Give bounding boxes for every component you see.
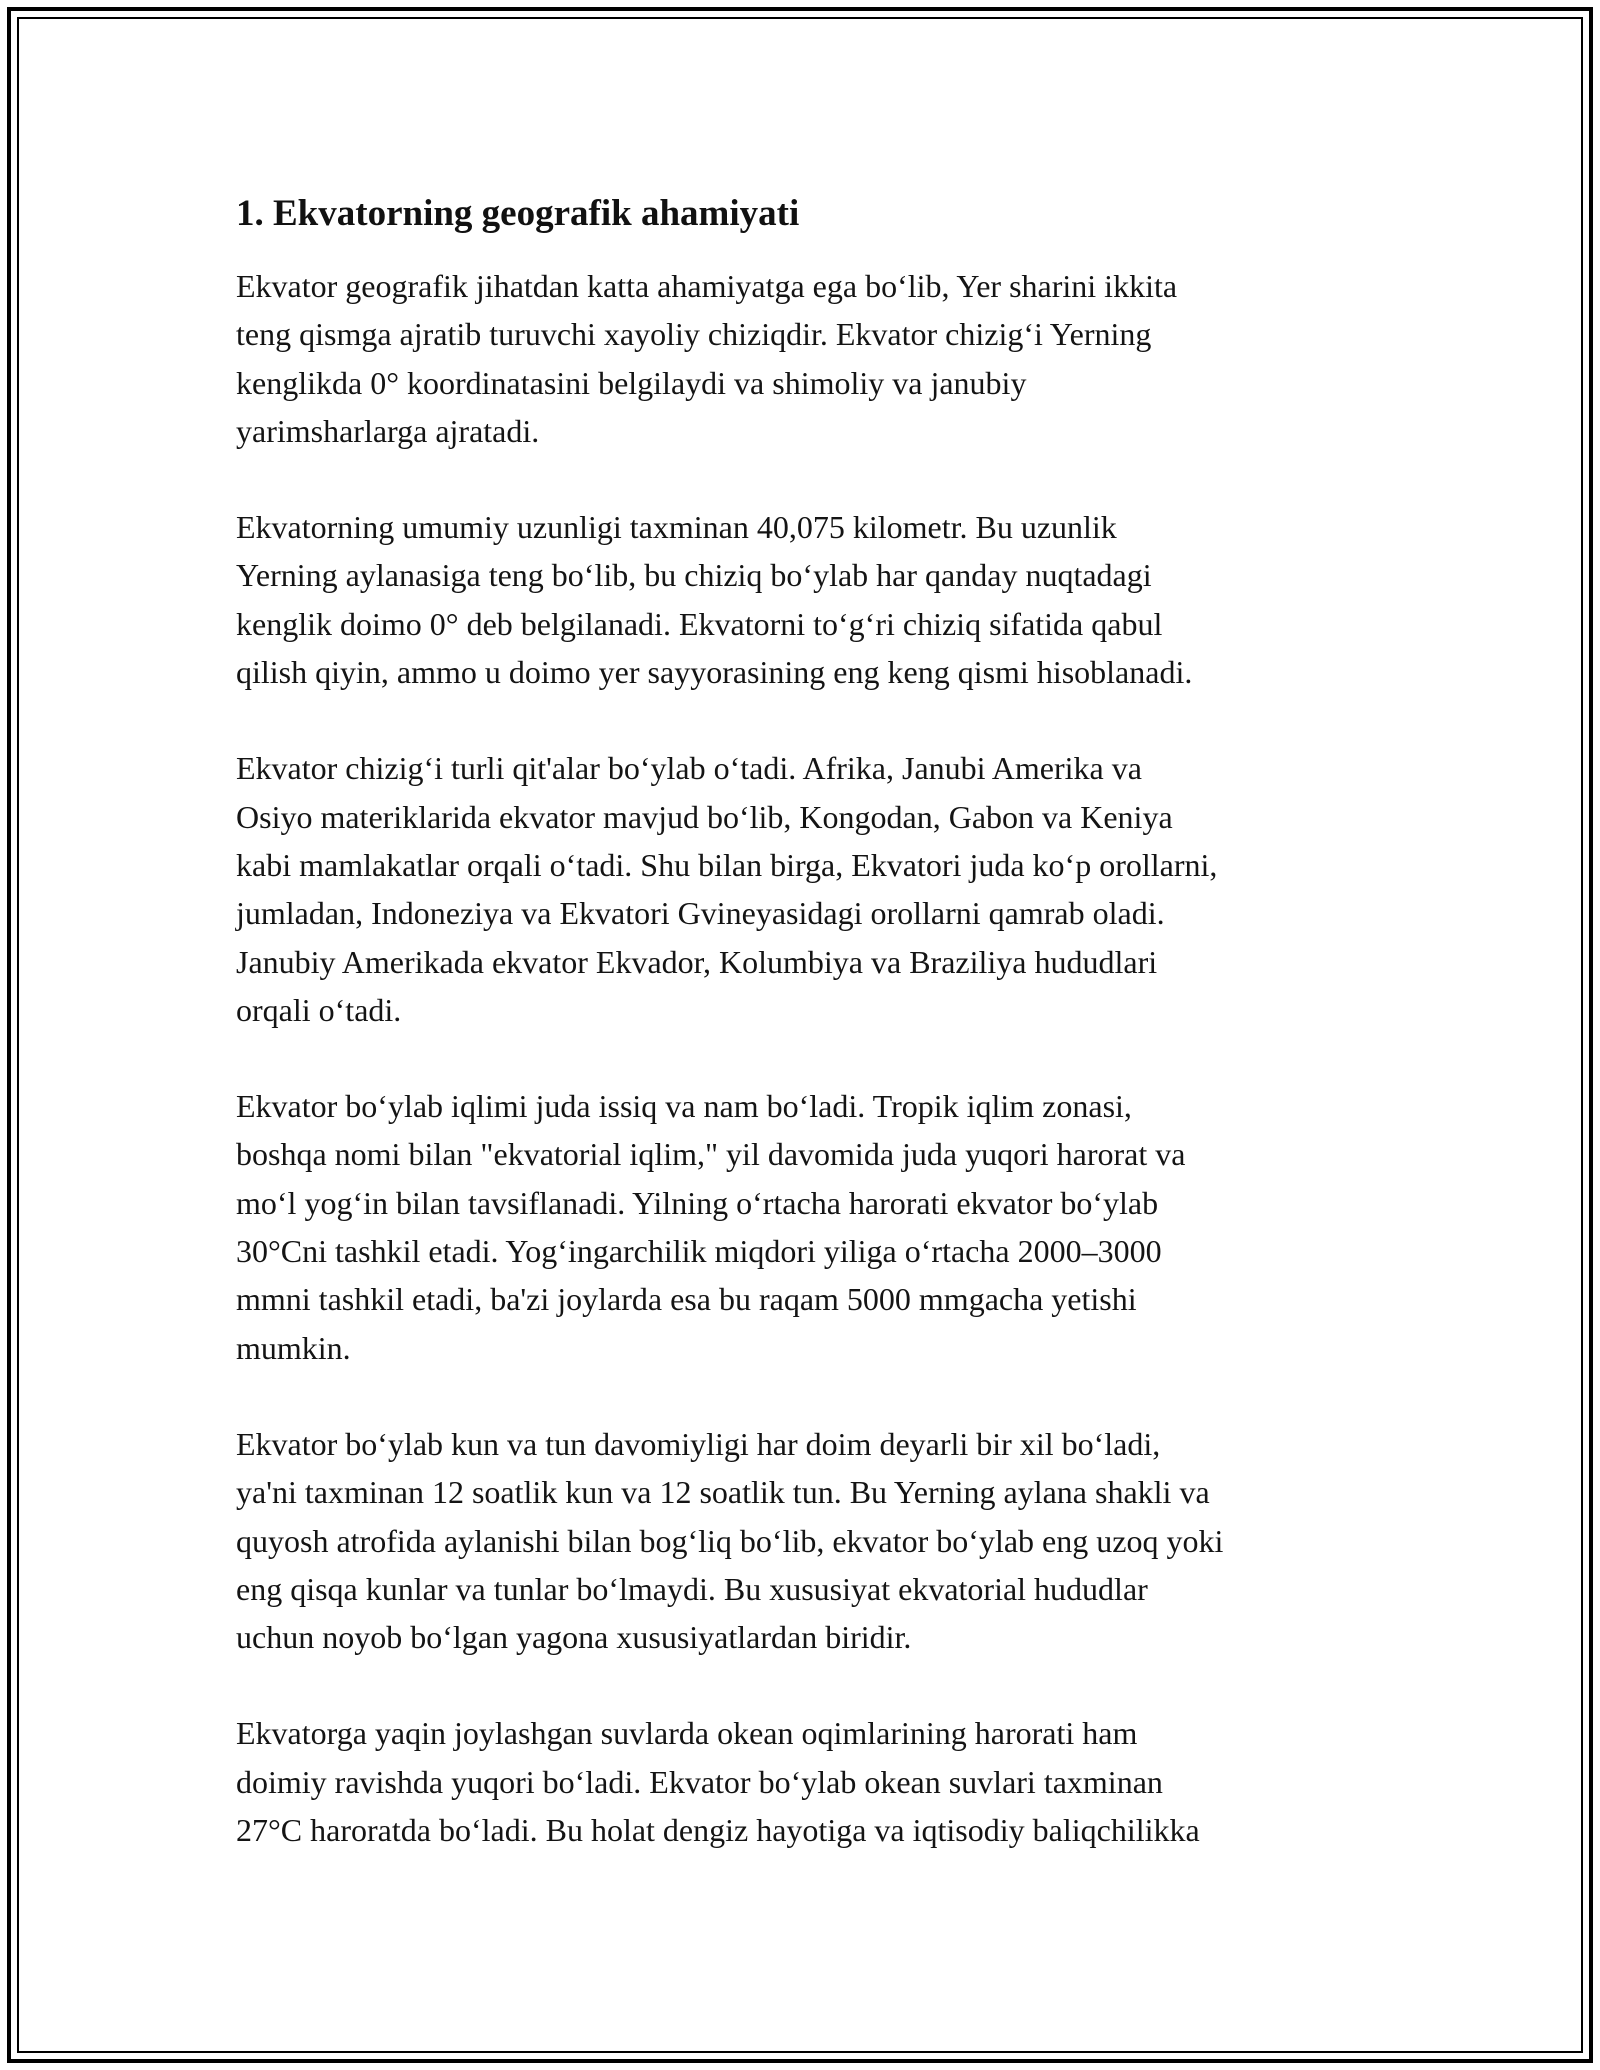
document-body bbox=[236, 186, 1386, 1902]
section-heading: 1. Ekvatorning geografik ahamiyati bbox=[236, 193, 800, 234]
paragraph-4: Ekvator bo‘ylab iqlimi juda issiq va nam bo‘ladi. Tropik iqlim zonasi, boshqa nomi bilan "ekvatorial iqlim," yil davomida juda yuqori harorat va mo‘l yog‘in bilan tavsiflanadi. Yilning o‘rtacha harorati ekvator bo‘ylab 30°Cni tashkil etadi. Yog‘ingarchilik miqdori yiliga o‘rtacha 2000–3000 mmni tashkil etadi, ba'zi joylarda esa bu raqam 5000 mmgacha yetishi mumkin. bbox=[236, 1088, 1186, 1366]
paragraph-5: Ekvator bo‘ylab kun va tun davomiyligi har doim deyarli bir xil bo‘ladi, ya'ni taxminan 12 soatlik kun va 12 soatlik tun. Bu Yerning aylana shakli va quyosh atrofida aylanishi bilan bog‘liq bo‘lib, ekvator bo‘ylab eng uzoq yoki eng qisqa kunlar va tunlar bo‘lmaydi. Bu xususiyat ekvatorial hududlar uchun noyob bo‘lgan yagona xususiyatlardan biridir. bbox=[236, 1425, 1224, 1656]
paragraph-1: Ekvator geografik jihatdan katta ahamiyatga ega bo‘lib, Yer sharini ikkita teng qismga ajratib turuvchi xayoliy chiziqdir. Ekvator chizig‘i Yerning kenglikda 0° koordinatasini belgilaydi va shimoliy va janubiy yarimsharlarga ajratadi. bbox=[236, 268, 1178, 449]
paragraph-6: Ekvatorga yaqin joylashgan suvlarda okean oqimlarining harorati ham doimiy ravishda yuqori bo‘ladi. Ekvator bo‘ylab okean suvlari taxminan 27°C haroratda bo‘ladi. Bu holat dengiz hayotiga va iqtisodiy baliqchilikka bbox=[236, 1715, 1200, 1849]
paragraph-2: Ekvatorning umumiy uzunligi taxminan 40,075 kilometr. Bu uzunlik Yerning aylanasiga teng bo‘lib, bu chiziq bo‘ylab har qanday nuqtadagi kenglik doimo 0° deb belgilanadi. Ekvatorni to‘g‘ri chiziq sifatida qabul qilish qiyin, ammo u doimo yer sayyorasining eng keng qismi hisoblanadi. bbox=[236, 509, 1193, 691]
paragraph-3: Ekvator chizig‘i turli qit'alar bo‘ylab o‘tadi. Afrika, Janubi Amerika va Osiyo materiklarida ekvator mavjud bo‘lib, Kongodan, Gabon va Keniya kabi mamlakatlar orqali o‘tadi. Shu bilan birga, Ekvatori juda ko‘p orollarni, jumladan, Indoneziya va Ekvatori Gvineyasidagi orollarni qamrab oladi. Janubiy Amerikada ekvator Ekvador, Kolumbiya va Braziliya hududlari orqali o‘tadi. bbox=[236, 750, 1218, 1028]
